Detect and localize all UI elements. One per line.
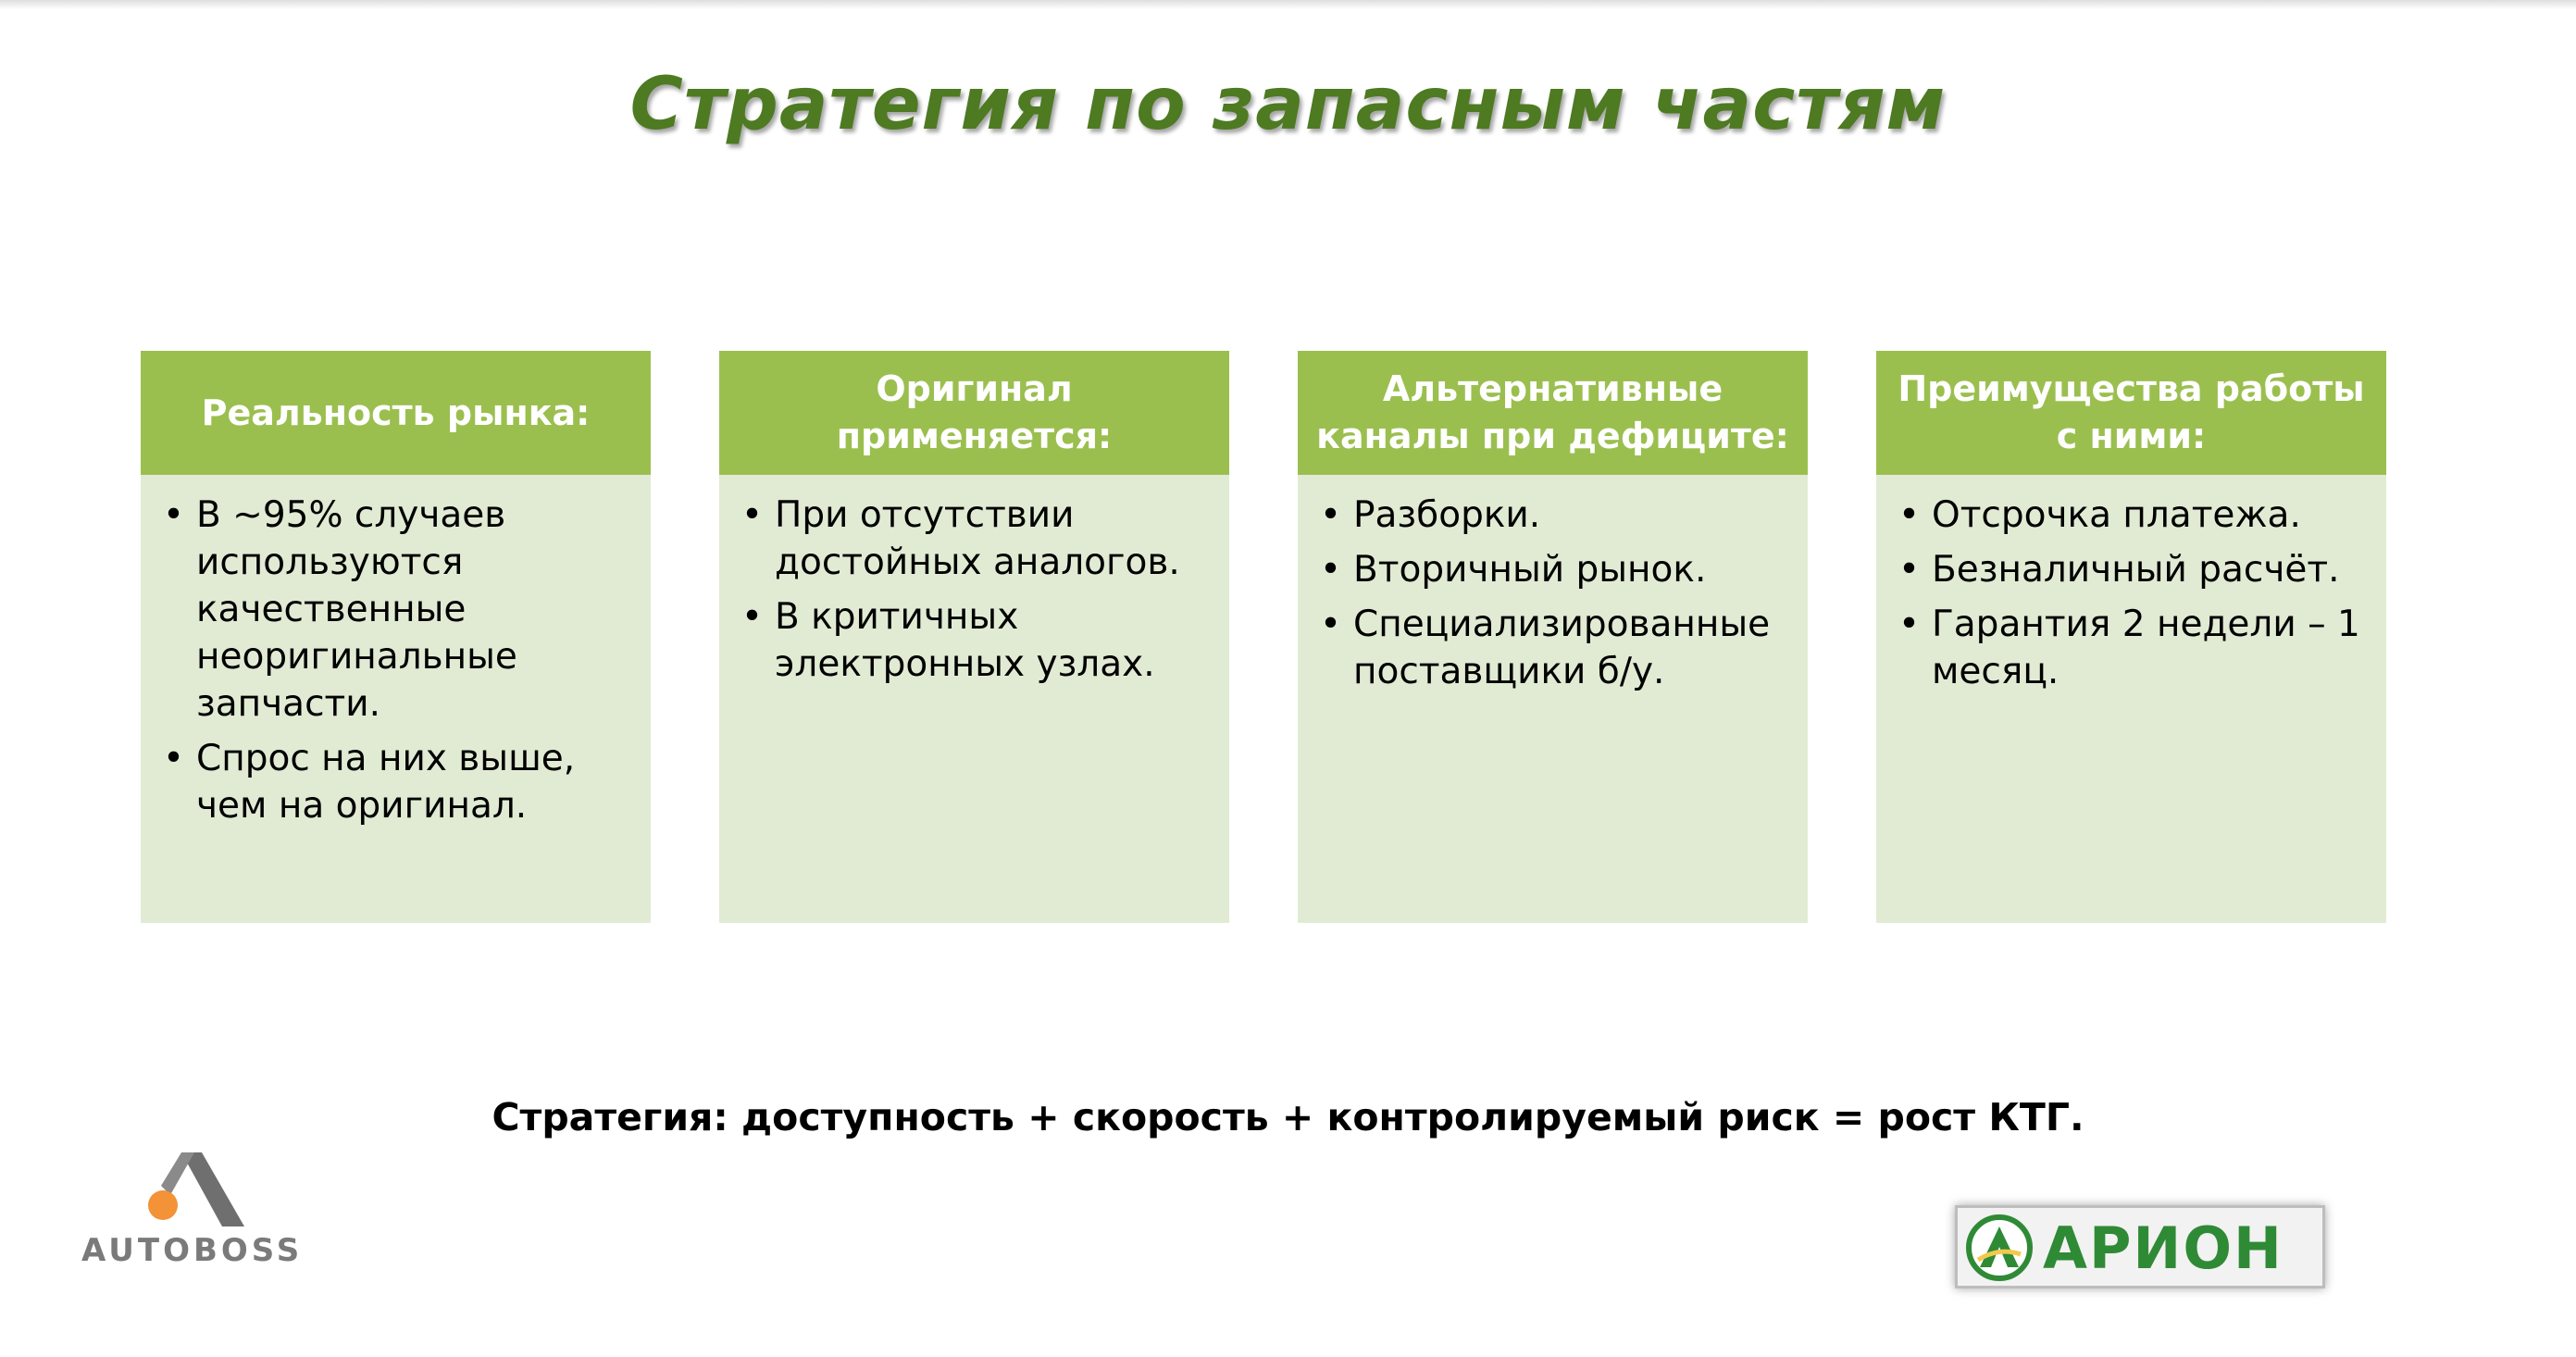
card-header: Альтернативные каналы при дефиците: [1298,351,1808,475]
list-item: • Отсрочка платежа. [1898,492,2362,539]
bullet-icon: • [741,596,764,638]
card-advantages [1876,351,2386,923]
list-item: • Гарантия 2 недели – 1 месяц. [1898,601,2362,695]
bullet-icon: • [1320,494,1342,536]
card-list [1876,475,2386,695]
list-item: • Вторичный рынок. [1320,546,1784,593]
list-item: • Специализированные поставщики б/у. [1320,601,1784,695]
strategy-conclusion: Стратегия: доступность + скорость + контролируемый риск = рост КТГ. [492,1095,2084,1139]
card-market-reality [141,351,651,923]
autoboss-logo-text: AUTOBOSS [81,1232,304,1269]
bullet-icon: • [1898,604,1921,645]
bullet-icon: • [1320,604,1342,645]
slide-title: Стратегия по запасным частям [629,63,1947,146]
list-item: • Разборки. [1320,492,1784,539]
autoboss-logo [81,1152,304,1273]
list-item: • В ~95% случаев используются качественные неоригинальные запчасти. [163,492,627,728]
card-list [141,475,651,829]
card-original-used [719,351,1229,923]
arion-logo-icon [1965,1214,2034,1282]
bullet-icon: • [1898,549,1921,591]
bullet-icon: • [741,494,764,536]
list-item: • В критичных электронных узлах. [741,593,1205,688]
card-header: Реальность рынка: [141,351,651,475]
card-header: Оригинал применяется: [719,351,1229,475]
list-item: • Безналичный расчёт. [1898,546,2362,593]
bullet-icon: • [163,494,185,536]
bullet-icon: • [1320,549,1342,591]
bullet-icon: • [163,738,185,779]
arion-logo-text: АРИОН [2043,1214,2284,1282]
card-list [1298,475,1808,695]
list-item: • Спрос на них выше, чем на оригинал. [163,735,627,829]
top-border [0,0,2576,9]
card-alternative-channels [1298,351,1808,923]
arion-logo [1955,1205,2325,1289]
bullet-icon: • [1898,494,1921,536]
card-header: Преимущества работы с ними: [1876,351,2386,475]
list-item: • При отсутствии достойных аналогов. [741,492,1205,586]
autoboss-logo-icon [143,1152,244,1226]
card-list [719,475,1229,688]
